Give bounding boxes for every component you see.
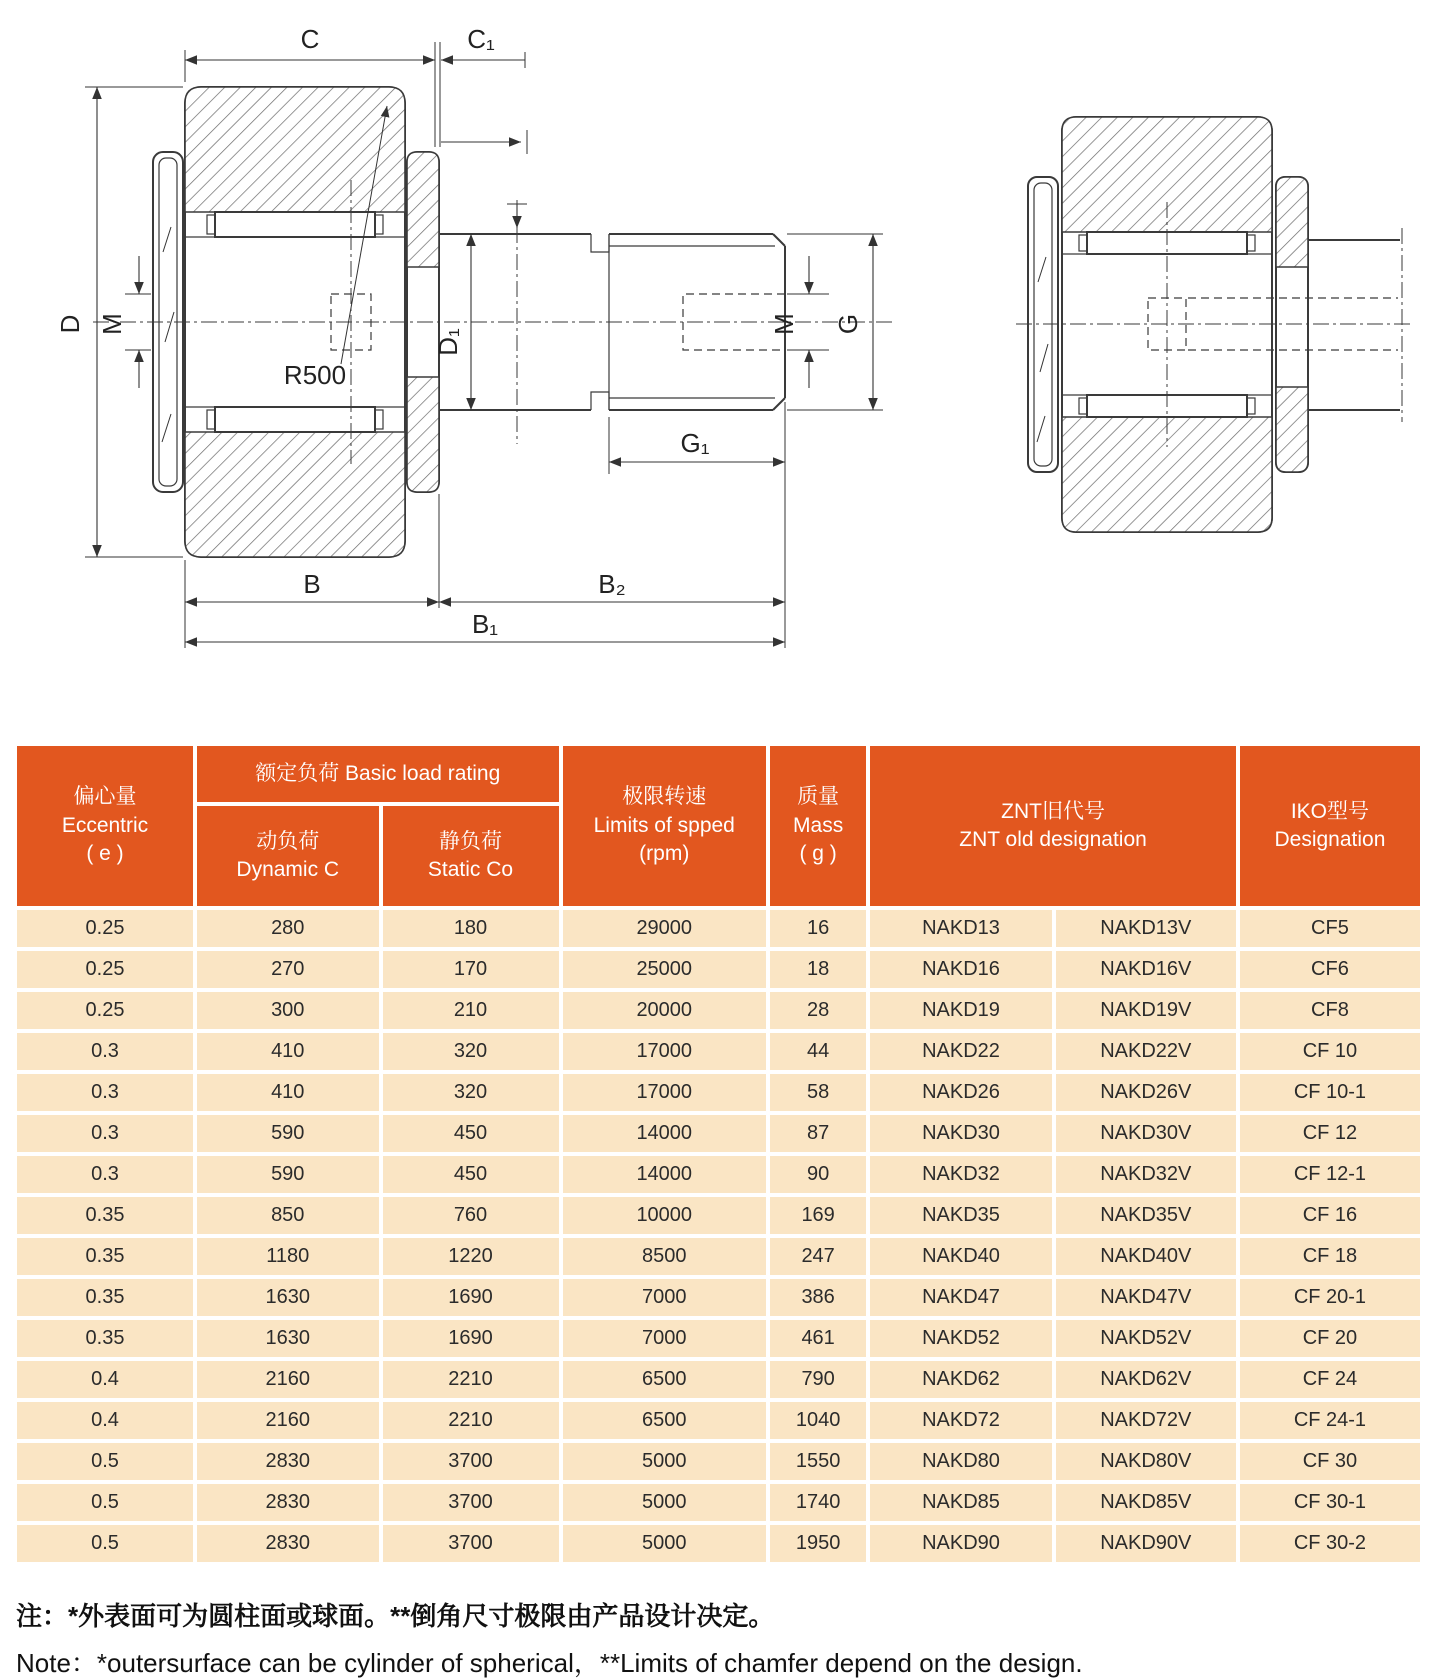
iko-designation: CF8 [1240, 992, 1420, 1029]
dim-label-g: G [833, 313, 863, 335]
speed-limit-value: 6500 [563, 1402, 767, 1439]
speed-limit-value: 25000 [563, 951, 767, 988]
dynamic-load-value: 2830 [197, 1525, 379, 1562]
static-load-value: 210 [383, 992, 559, 1029]
col-header-static-load [383, 806, 559, 906]
iko-designation: CF 30-1 [1240, 1484, 1420, 1521]
iko-designation: CF 24 [1240, 1361, 1420, 1398]
speed-limit-value: 14000 [563, 1156, 767, 1193]
dim-label-c1: C₁ [467, 24, 495, 54]
mass-value: 18 [770, 951, 866, 988]
znt-old-designation: NAKD30 [870, 1115, 1052, 1152]
dim-label-r500: R500 [283, 360, 347, 390]
mass-value: 461 [770, 1320, 866, 1357]
znt-old-designation: NAKD85 [870, 1484, 1052, 1521]
znt-old-designation-v: NAKD16V [1056, 951, 1236, 988]
dynamic-load-value: 2830 [197, 1484, 379, 1521]
static-load-value: 3700 [383, 1443, 559, 1480]
dynamic-load-value: 270 [197, 951, 379, 988]
znt-old-designation-v: NAKD13V [1056, 910, 1236, 947]
header-line-unit: ( g ) [799, 842, 837, 866]
speed-limit-value: 17000 [563, 1033, 767, 1070]
znt-old-designation-v: NAKD35V [1056, 1197, 1236, 1234]
table-header [17, 746, 1420, 906]
dim-label-m-left: M [97, 313, 127, 335]
mass-value: 169 [770, 1197, 866, 1234]
dim-label-b2: B₂ [598, 569, 626, 599]
note-line-en: Note：*outersurface can be cylinder of spherical，**Limits of chamfer depend on the design. [16, 1648, 1083, 1678]
znt-old-designation-v: NAKD72V [1056, 1402, 1236, 1439]
static-load-value: 320 [383, 1033, 559, 1070]
znt-old-designation: NAKD62 [870, 1361, 1052, 1398]
eccentric-value: 0.35 [17, 1197, 193, 1234]
stud-flange [407, 42, 440, 492]
mass-value: 247 [770, 1238, 866, 1275]
dynamic-load-value: 2830 [197, 1443, 379, 1480]
cam-follower-section-drawing [35, 12, 915, 672]
table-row [17, 1197, 1420, 1234]
znt-old-designation: NAKD32 [870, 1156, 1052, 1193]
iko-designation: CF 16 [1240, 1197, 1420, 1234]
iko-designation: CF 20-1 [1240, 1279, 1420, 1316]
static-load-value: 450 [383, 1156, 559, 1193]
znt-old-designation: NAKD13 [870, 910, 1052, 947]
header-line-zh: ZNT旧代号 [1001, 799, 1105, 823]
table-row [17, 1320, 1420, 1357]
eccentric-value: 0.25 [17, 910, 193, 947]
eccentric-value: 0.5 [17, 1525, 193, 1562]
iko-designation: CF6 [1240, 951, 1420, 988]
col-header-basic-load: 额定负荷 Basic load rating [197, 746, 559, 802]
header-line-en: Mass [793, 813, 844, 837]
table-row [17, 1361, 1420, 1398]
header-line-zh: IKO型号 [1290, 799, 1370, 823]
mass-value: 386 [770, 1279, 866, 1316]
col-header-dynamic-load [197, 806, 379, 906]
static-load-value: 1690 [383, 1320, 559, 1357]
dynamic-load-value: 410 [197, 1074, 379, 1111]
iko-designation: CF5 [1240, 910, 1420, 947]
shaft-outline [1308, 228, 1402, 422]
mass-value: 790 [770, 1361, 866, 1398]
col-header-eccentric [17, 746, 193, 906]
eccentric-value: 0.25 [17, 992, 193, 1029]
header-line-unit: ( e ) [86, 842, 124, 866]
znt-old-designation: NAKD22 [870, 1033, 1052, 1070]
static-load-value: 3700 [383, 1525, 559, 1562]
table-row [17, 1238, 1420, 1275]
iko-designation: CF 10 [1240, 1033, 1420, 1070]
col-header-speed [563, 746, 767, 906]
static-load-value: 1220 [383, 1238, 559, 1275]
technical-drawing-section [0, 0, 1437, 742]
znt-old-designation-v: NAKD32V [1056, 1156, 1236, 1193]
table-row [17, 1033, 1420, 1070]
eccentric-value: 0.3 [17, 1074, 193, 1111]
iko-designation: CF 12-1 [1240, 1156, 1420, 1193]
col-header-iko [1240, 746, 1420, 906]
eccentric-value: 0.35 [17, 1320, 193, 1357]
eccentric-value: 0.25 [17, 951, 193, 988]
znt-old-designation: NAKD72 [870, 1402, 1052, 1439]
dim-label-c: C [300, 24, 320, 54]
header-line-en: Eccentric [61, 813, 149, 837]
speed-limit-value: 8500 [563, 1238, 767, 1275]
mass-value: 1550 [770, 1443, 866, 1480]
header-line-en: Dynamic C [236, 858, 340, 881]
speed-limit-value: 10000 [563, 1197, 767, 1234]
static-load-value: 180 [383, 910, 559, 947]
mass-value: 58 [770, 1074, 866, 1111]
znt-old-designation-v: NAKD80V [1056, 1443, 1236, 1480]
znt-old-designation: NAKD16 [870, 951, 1052, 988]
dynamic-load-value: 590 [197, 1156, 379, 1193]
znt-old-designation: NAKD52 [870, 1320, 1052, 1357]
dimension-unlabeled-top [441, 130, 527, 228]
mass-value: 87 [770, 1115, 866, 1152]
spec-table [13, 742, 1424, 1566]
table-row [17, 1443, 1420, 1480]
dynamic-load-value: 280 [197, 910, 379, 947]
dimension-g1 [609, 402, 785, 648]
mass-value: 1950 [770, 1525, 866, 1562]
iko-designation: CF 12 [1240, 1115, 1420, 1152]
znt-old-designation-v: NAKD19V [1056, 992, 1236, 1029]
iko-designation: CF 30-2 [1240, 1525, 1420, 1562]
speed-limit-value: 20000 [563, 992, 767, 1029]
dimension-c1 [441, 24, 525, 68]
eccentric-value: 0.5 [17, 1443, 193, 1480]
znt-old-designation: NAKD80 [870, 1443, 1052, 1480]
static-load-value: 320 [383, 1074, 559, 1111]
dynamic-load-value: 1630 [197, 1320, 379, 1357]
eccentric-value: 0.3 [17, 1115, 193, 1152]
eccentric-value: 0.35 [17, 1279, 193, 1316]
header-line-en: ZNT old designation [959, 828, 1147, 851]
static-load-value: 1690 [383, 1279, 559, 1316]
znt-old-designation: NAKD90 [870, 1525, 1052, 1562]
iko-designation: CF 24-1 [1240, 1402, 1420, 1439]
znt-old-designation-v: NAKD40V [1056, 1238, 1236, 1275]
znt-old-designation: NAKD35 [870, 1197, 1052, 1234]
znt-old-designation-v: NAKD26V [1056, 1074, 1236, 1111]
dynamic-load-value: 590 [197, 1115, 379, 1152]
table-row [17, 910, 1420, 947]
static-load-value: 3700 [383, 1484, 559, 1521]
table-row [17, 992, 1420, 1029]
eccentric-value: 0.35 [17, 1238, 193, 1275]
dim-label-b1: B₁ [471, 609, 499, 639]
static-load-value: 2210 [383, 1361, 559, 1398]
iko-designation: CF 18 [1240, 1238, 1420, 1275]
dim-label-d1: D₁ [433, 328, 463, 356]
notes [16, 1596, 1437, 1680]
mass-value: 1740 [770, 1484, 866, 1521]
dimension-c [185, 24, 435, 82]
table-row [17, 1525, 1420, 1562]
static-load-value: 760 [383, 1197, 559, 1234]
mass-value: 1040 [770, 1402, 866, 1439]
speed-limit-value: 5000 [563, 1443, 767, 1480]
header-line-zh: 静负荷 [439, 829, 502, 853]
speed-limit-value: 7000 [563, 1320, 767, 1357]
dynamic-load-value: 300 [197, 992, 379, 1029]
speed-limit-value: 14000 [563, 1115, 767, 1152]
mass-value: 28 [770, 992, 866, 1029]
speed-limit-value: 7000 [563, 1279, 767, 1316]
dim-label-m-right: M [769, 313, 799, 335]
iko-designation: CF 10-1 [1240, 1074, 1420, 1111]
eccentric-value: 0.3 [17, 1156, 193, 1193]
table-row [17, 1156, 1420, 1193]
eccentric-value: 0.5 [17, 1484, 193, 1521]
dynamic-load-value: 2160 [197, 1361, 379, 1398]
dynamic-load-value: 850 [197, 1197, 379, 1234]
table-body [17, 910, 1420, 1562]
znt-old-designation: NAKD26 [870, 1074, 1052, 1111]
col-header-mass [770, 746, 866, 906]
eccentric-value: 0.4 [17, 1402, 193, 1439]
header-line-en: Designation [1274, 828, 1386, 851]
speed-limit-value: 5000 [563, 1525, 767, 1562]
table-row [17, 1279, 1420, 1316]
mass-value: 90 [770, 1156, 866, 1193]
header-line-en: Limits of spped [593, 813, 735, 837]
eccentric-value: 0.3 [17, 1033, 193, 1070]
znt-old-designation-v: NAKD47V [1056, 1279, 1236, 1316]
header-line-zh: 偏心量 [73, 785, 137, 809]
iko-designation: CF 30 [1240, 1443, 1420, 1480]
znt-old-designation-v: NAKD85V [1056, 1484, 1236, 1521]
header-line-en: Static Co [427, 858, 514, 881]
header-line-unit: (rpm) [639, 842, 690, 866]
znt-old-designation-v: NAKD62V [1056, 1361, 1236, 1398]
col-header-znt-old [870, 746, 1236, 906]
table-row [17, 1402, 1420, 1439]
dim-label-d: D [55, 314, 85, 334]
znt-old-designation: NAKD47 [870, 1279, 1052, 1316]
dynamic-load-value: 410 [197, 1033, 379, 1070]
znt-old-designation: NAKD19 [870, 992, 1052, 1029]
header-line-zh: 动负荷 [256, 829, 320, 853]
mass-value: 16 [770, 910, 866, 947]
speed-limit-value: 5000 [563, 1484, 767, 1521]
header-line-zh: 极限转速 [622, 785, 707, 809]
znt-old-designation-v: NAKD52V [1056, 1320, 1236, 1357]
znt-old-designation: NAKD40 [870, 1238, 1052, 1275]
mass-value: 44 [770, 1033, 866, 1070]
speed-limit-value: 6500 [563, 1361, 767, 1398]
static-load-value: 2210 [383, 1402, 559, 1439]
note-line-zh: 注：*外表面可为圆柱面或球面。**倒角尺寸极限由产品设计决定。 [16, 1601, 775, 1631]
header-line-zh: 质量 [797, 785, 840, 809]
speed-limit-value: 29000 [563, 910, 767, 947]
dynamic-load-value: 2160 [197, 1402, 379, 1439]
table-row [17, 1074, 1420, 1111]
static-load-value: 170 [383, 951, 559, 988]
eccentric-value: 0.4 [17, 1361, 193, 1398]
znt-old-designation-v: NAKD30V [1056, 1115, 1236, 1152]
table-row [17, 1115, 1420, 1152]
iko-designation: CF 20 [1240, 1320, 1420, 1357]
static-load-value: 450 [383, 1115, 559, 1152]
table-row [17, 1484, 1420, 1521]
speed-limit-value: 17000 [563, 1074, 767, 1111]
dim-label-g1: G₁ [680, 428, 710, 458]
znt-old-designation-v: NAKD22V [1056, 1033, 1236, 1070]
dim-label-b: B [303, 569, 321, 599]
znt-old-designation-v: NAKD90V [1056, 1525, 1236, 1562]
table-row [17, 951, 1420, 988]
dynamic-load-value: 1180 [197, 1238, 379, 1275]
roller-section-drawing [1002, 92, 1422, 612]
dynamic-load-value: 1630 [197, 1279, 379, 1316]
